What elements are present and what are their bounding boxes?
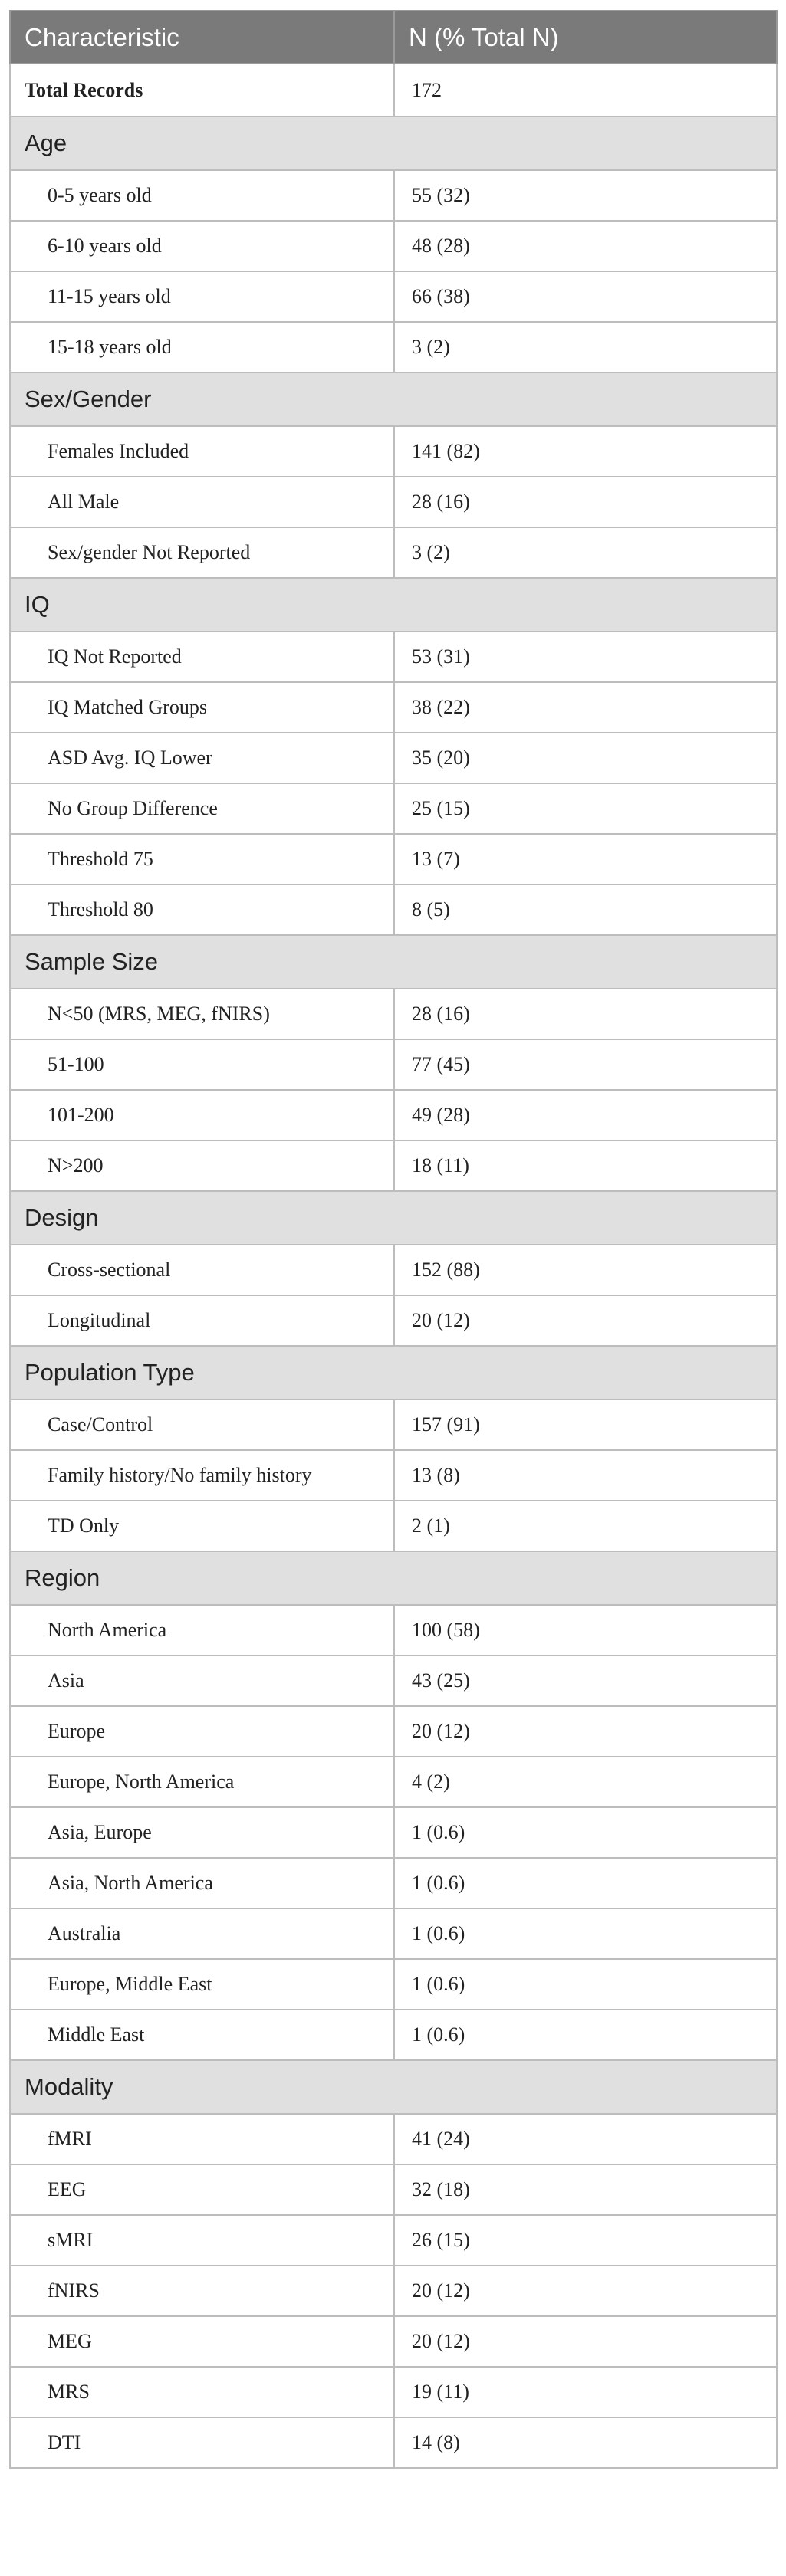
row-label: Middle East — [10, 2010, 394, 2060]
table-row — [10, 1295, 777, 1346]
section-title: Population Type — [10, 1346, 777, 1400]
row-label: 0-5 years old — [10, 170, 394, 221]
section-title: Region — [10, 1551, 777, 1605]
section-header-row — [10, 1346, 777, 1400]
row-label: Australia — [10, 1908, 394, 1959]
table-row — [10, 322, 777, 372]
table-row — [10, 733, 777, 783]
table-row — [10, 884, 777, 935]
row-value: 157 (91) — [394, 1400, 777, 1450]
row-value: 1 (0.6) — [394, 1959, 777, 2010]
section-header-row — [10, 578, 777, 632]
row-value: 20 (12) — [394, 1295, 777, 1346]
row-label: IQ Matched Groups — [10, 682, 394, 733]
row-label: Females Included — [10, 426, 394, 477]
row-value: 2 (1) — [394, 1501, 777, 1551]
row-label: Asia — [10, 1656, 394, 1706]
row-label: Asia, Europe — [10, 1807, 394, 1858]
row-label: TD Only — [10, 1501, 394, 1551]
table-row — [10, 2367, 777, 2417]
section-title: Sample Size — [10, 935, 777, 989]
table-row — [10, 1656, 777, 1706]
total-records-row — [10, 64, 777, 116]
row-value: 3 (2) — [394, 527, 777, 578]
section-title: Modality — [10, 2060, 777, 2114]
row-label: ASD Avg. IQ Lower — [10, 733, 394, 783]
row-value: 49 (28) — [394, 1090, 777, 1140]
row-label: MEG — [10, 2316, 394, 2367]
section-title: Sex/Gender — [10, 372, 777, 426]
characteristics-table-container — [9, 10, 776, 2469]
table-row — [10, 426, 777, 477]
row-value: 20 (12) — [394, 2266, 777, 2316]
row-value: 141 (82) — [394, 426, 777, 477]
table-row — [10, 1706, 777, 1757]
row-label: Threshold 80 — [10, 884, 394, 935]
row-value: 43 (25) — [394, 1656, 777, 1706]
table-row — [10, 2010, 777, 2060]
table-row — [10, 1908, 777, 1959]
row-value: 1 (0.6) — [394, 2010, 777, 2060]
row-label: Asia, North America — [10, 1858, 394, 1908]
row-label: Europe, North America — [10, 1757, 394, 1807]
row-value: 20 (12) — [394, 2316, 777, 2367]
row-label: N<50 (MRS, MEG, fNIRS) — [10, 989, 394, 1039]
table-row — [10, 2266, 777, 2316]
row-value: 41 (24) — [394, 2114, 777, 2164]
table-row — [10, 1501, 777, 1551]
table-row — [10, 2215, 777, 2266]
table-row — [10, 1039, 777, 1090]
row-label: Cross-sectional — [10, 1245, 394, 1295]
row-value: 1 (0.6) — [394, 1908, 777, 1959]
row-value: 55 (32) — [394, 170, 777, 221]
table-row — [10, 1400, 777, 1450]
table-row — [10, 1959, 777, 2010]
row-value: 14 (8) — [394, 2417, 777, 2468]
table-row — [10, 783, 777, 834]
table-row — [10, 2164, 777, 2215]
row-label: 51-100 — [10, 1039, 394, 1090]
table-row — [10, 527, 777, 578]
row-value: 26 (15) — [394, 2215, 777, 2266]
row-value: 35 (20) — [394, 733, 777, 783]
table-row — [10, 2316, 777, 2367]
row-label: North America — [10, 1605, 394, 1656]
section-header-row — [10, 116, 777, 170]
row-label: 6-10 years old — [10, 221, 394, 271]
table-row — [10, 1450, 777, 1501]
table-row — [10, 1757, 777, 1807]
table-row — [10, 1140, 777, 1191]
row-label: Threshold 75 — [10, 834, 394, 884]
row-value: 18 (11) — [394, 1140, 777, 1191]
row-value: 48 (28) — [394, 221, 777, 271]
table-row — [10, 989, 777, 1039]
row-label: Longitudinal — [10, 1295, 394, 1346]
table-header-row — [10, 11, 777, 64]
section-header-row — [10, 1551, 777, 1605]
row-label: Europe, Middle East — [10, 1959, 394, 2010]
row-value: 100 (58) — [394, 1605, 777, 1656]
row-label: Case/Control — [10, 1400, 394, 1450]
row-value: 152 (88) — [394, 1245, 777, 1295]
row-label: MRS — [10, 2367, 394, 2417]
row-value: 8 (5) — [394, 884, 777, 935]
table-row — [10, 1807, 777, 1858]
table-row — [10, 1858, 777, 1908]
characteristics-table — [9, 10, 778, 2469]
table-row — [10, 477, 777, 527]
row-value: 4 (2) — [394, 1757, 777, 1807]
row-value: 38 (22) — [394, 682, 777, 733]
table-row — [10, 2417, 777, 2468]
section-header-row — [10, 935, 777, 989]
row-value: 20 (12) — [394, 1706, 777, 1757]
row-label: DTI — [10, 2417, 394, 2468]
section-title: IQ — [10, 578, 777, 632]
row-value: 1 (0.6) — [394, 1807, 777, 1858]
row-value: 28 (16) — [394, 477, 777, 527]
row-label: 15-18 years old — [10, 322, 394, 372]
row-value: 1 (0.6) — [394, 1858, 777, 1908]
section-header-row — [10, 2060, 777, 2114]
table-row — [10, 1605, 777, 1656]
row-value: 53 (31) — [394, 632, 777, 682]
row-value: 66 (38) — [394, 271, 777, 322]
table-row — [10, 170, 777, 221]
section-header-row — [10, 372, 777, 426]
row-value: 77 (45) — [394, 1039, 777, 1090]
row-label: 11-15 years old — [10, 271, 394, 322]
table-row — [10, 682, 777, 733]
total-records-label: Total Records — [10, 64, 394, 116]
section-header-row — [10, 1191, 777, 1245]
row-value: 25 (15) — [394, 783, 777, 834]
row-value: 28 (16) — [394, 989, 777, 1039]
table-row — [10, 834, 777, 884]
table-body — [10, 64, 777, 2468]
row-label: Family history/No family history — [10, 1450, 394, 1501]
row-label: N>200 — [10, 1140, 394, 1191]
row-value: 3 (2) — [394, 322, 777, 372]
row-value: 13 (7) — [394, 834, 777, 884]
table-row — [10, 221, 777, 271]
table-row — [10, 1090, 777, 1140]
row-value: 19 (11) — [394, 2367, 777, 2417]
row-label: No Group Difference — [10, 783, 394, 834]
total-records-value: 172 — [394, 64, 777, 116]
table-row — [10, 2114, 777, 2164]
row-label: fNIRS — [10, 2266, 394, 2316]
row-label: IQ Not Reported — [10, 632, 394, 682]
table-row — [10, 1245, 777, 1295]
header-n-percent: N (% Total N) — [394, 11, 777, 64]
section-title: Age — [10, 116, 777, 170]
table-row — [10, 271, 777, 322]
table-row — [10, 632, 777, 682]
row-label: sMRI — [10, 2215, 394, 2266]
row-label: EEG — [10, 2164, 394, 2215]
section-title: Design — [10, 1191, 777, 1245]
row-label: Sex/gender Not Reported — [10, 527, 394, 578]
row-label: fMRI — [10, 2114, 394, 2164]
row-value: 32 (18) — [394, 2164, 777, 2215]
row-value: 13 (8) — [394, 1450, 777, 1501]
header-characteristic: Characteristic — [10, 11, 394, 64]
row-label: All Male — [10, 477, 394, 527]
row-label: 101-200 — [10, 1090, 394, 1140]
row-label: Europe — [10, 1706, 394, 1757]
